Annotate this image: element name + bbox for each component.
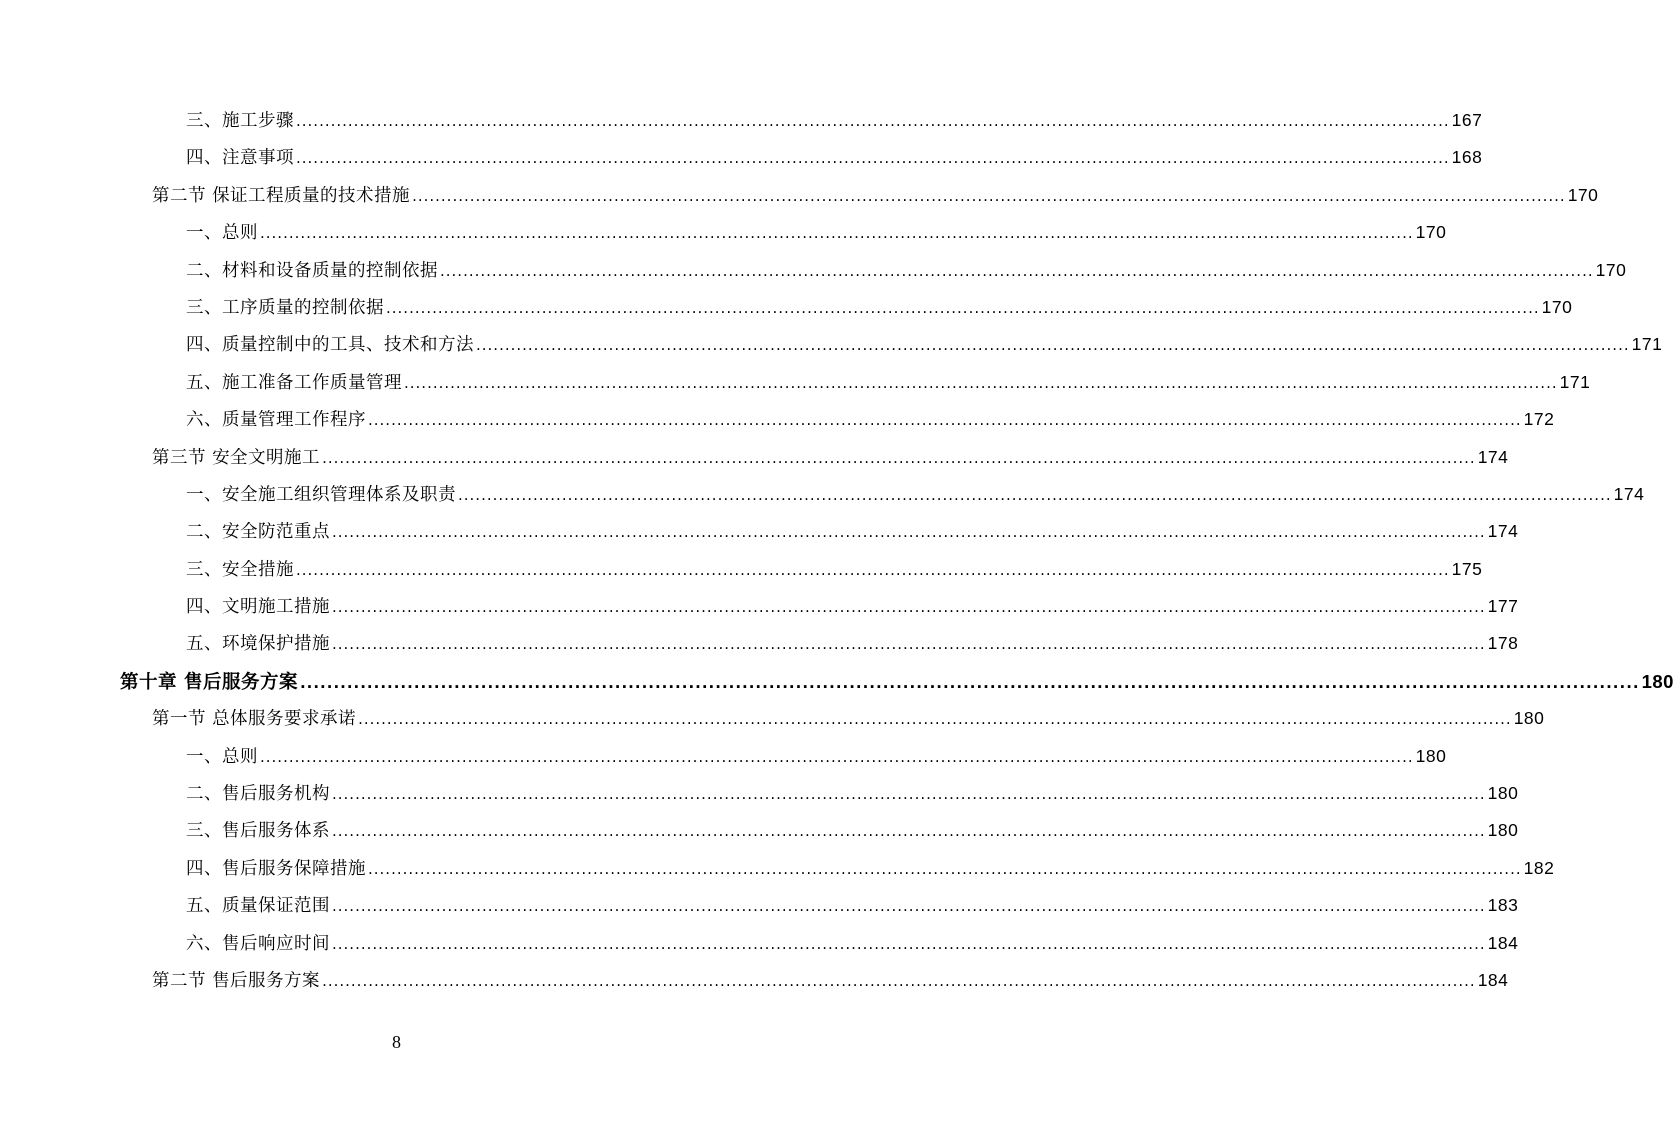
toc-entry[interactable] — [0, 213, 1447, 250]
toc-leader-dots: ........................................................................................................................................................................................................ — [332, 897, 1486, 916]
toc-entry-page: 175 — [1451, 558, 1483, 579]
toc-entry-page: 177 — [1487, 596, 1519, 617]
toc-entry-page: 184 — [1477, 969, 1509, 990]
toc-entry-title: 二、材料和设备质量的控制依据 — [186, 260, 438, 281]
toc-leader-dots: ........................................................................................................................................................................................................ — [260, 747, 1414, 766]
toc-leader-dots: ........................................................................................................................................................................................................ — [332, 598, 1486, 617]
toc-entry-title: 五、质量保证范围 — [186, 896, 330, 917]
toc-entry-title: 六、售后响应时间 — [186, 933, 330, 954]
toc-entry-page: 180 — [1415, 745, 1447, 766]
toc-entry-title: 一、总则 — [186, 746, 258, 767]
toc-entry[interactable] — [0, 849, 1555, 886]
toc-leader-dots: ........................................................................................................................................................................................................ — [299, 673, 1640, 692]
toc-entry-title: 第二节 保证工程质量的技术措施 — [152, 185, 411, 206]
toc-entry-page: 170 — [1567, 184, 1599, 205]
toc-entry-title: 第一节 总体服务要求承诺 — [152, 709, 357, 730]
toc-entry[interactable] — [0, 400, 1555, 437]
toc-entry-title: 二、售后服务机构 — [186, 784, 330, 805]
toc-entry-title: 三、工序质量的控制依据 — [186, 297, 384, 318]
toc-leader-dots: ........................................................................................................................................................................................................ — [368, 859, 1522, 878]
toc-leader-dots: ........................................................................................................................................................................................................ — [332, 635, 1486, 654]
toc-entry[interactable] — [0, 774, 1519, 811]
toc-entry[interactable] — [0, 886, 1519, 923]
toc-leader-dots: ........................................................................................................................................................................................................ — [260, 224, 1414, 243]
toc-entry-title: 一、安全施工组织管理体系及职责 — [186, 484, 456, 505]
toc-entry[interactable] — [0, 624, 1519, 661]
toc-entry-page: 172 — [1523, 409, 1555, 430]
toc-entry-page: 184 — [1487, 932, 1519, 953]
toc-leader-dots: ........................................................................................................................................................................................................ — [332, 785, 1486, 804]
toc-leader-dots: ........................................................................................................................................................................................................ — [296, 112, 1450, 130]
toc-entry-title: 第十章 售后服务方案 — [120, 671, 298, 693]
toc-entry-page: 180 — [1487, 820, 1519, 841]
toc-entry-title: 五、环境保护措施 — [186, 634, 330, 655]
toc-leader-dots: ........................................................................................................................................................................................................ — [386, 298, 1540, 317]
toc-entry[interactable] — [0, 438, 1509, 475]
toc-entry-title: 四、售后服务保障措施 — [186, 858, 366, 879]
toc-entry-title: 四、文明施工措施 — [186, 597, 330, 618]
table-of-contents — [0, 101, 1674, 998]
toc-entry-page: 174 — [1487, 521, 1519, 542]
toc-leader-dots: ........................................................................................................................................................................................................ — [368, 411, 1522, 430]
toc-entry[interactable] — [0, 288, 1573, 325]
toc-entry-page: 183 — [1487, 895, 1519, 916]
toc-entry[interactable] — [0, 325, 1663, 362]
toc-entry-page: 180 — [1641, 670, 1674, 692]
toc-chapter-entry[interactable] — [0, 662, 1674, 699]
toc-entry[interactable] — [0, 101, 1483, 138]
toc-entry[interactable] — [0, 512, 1519, 549]
toc-leader-dots: ........................................................................................................................................................................................................ — [332, 934, 1486, 953]
toc-entry[interactable] — [0, 924, 1519, 961]
toc-entry-page: 180 — [1487, 783, 1519, 804]
toc-entry[interactable] — [0, 176, 1599, 213]
toc-entry[interactable] — [0, 363, 1591, 400]
toc-entry-page: 174 — [1477, 446, 1509, 467]
toc-entry-page: 171 — [1559, 371, 1591, 392]
toc-entry[interactable] — [0, 811, 1519, 848]
toc-entry-title: 三、施工步骤 — [186, 111, 294, 131]
toc-entry-title: 四、质量控制中的工具、技术和方法 — [186, 335, 474, 356]
toc-entry[interactable] — [0, 475, 1645, 512]
toc-leader-dots: ........................................................................................................................................................................................................ — [358, 710, 1512, 729]
toc-leader-dots: ........................................................................................................................................................................................................ — [440, 261, 1594, 280]
page-number: 8 — [392, 1032, 401, 1052]
toc-entry[interactable] — [0, 587, 1519, 624]
toc-entry-title: 第三节 安全文明施工 — [152, 447, 321, 468]
toc-entry-page: 168 — [1451, 147, 1483, 168]
toc-leader-dots: ........................................................................................................................................................................................................ — [332, 523, 1486, 542]
toc-leader-dots: ........................................................................................................................................................................................................ — [322, 971, 1476, 990]
toc-entry-page: 167 — [1451, 110, 1483, 130]
toc-entry-title: 四、注意事项 — [186, 148, 294, 169]
toc-entry-title: 二、安全防范重点 — [186, 522, 330, 543]
toc-entry-page: 170 — [1595, 259, 1627, 280]
toc-leader-dots: ........................................................................................................................................................................................................ — [296, 149, 1450, 168]
toc-entry-title: 三、售后服务体系 — [186, 821, 330, 842]
toc-leader-dots: ........................................................................................................................................................................................................ — [332, 822, 1486, 841]
toc-leader-dots: ........................................................................................................................................................................................................ — [296, 560, 1450, 579]
toc-entry-page: 171 — [1631, 334, 1663, 355]
toc-entry[interactable] — [0, 550, 1483, 587]
toc-entry-page: 170 — [1415, 222, 1447, 243]
toc-entry[interactable] — [0, 699, 1545, 736]
toc-entry[interactable] — [0, 961, 1509, 998]
toc-entry-page: 178 — [1487, 633, 1519, 654]
toc-leader-dots: ........................................................................................................................................................................................................ — [322, 448, 1476, 467]
toc-entry-title: 五、施工准备工作质量管理 — [186, 372, 402, 393]
toc-entry-title: 一、总则 — [186, 223, 258, 244]
toc-entry-page: 170 — [1541, 296, 1573, 317]
toc-leader-dots: ........................................................................................................................................................................................................ — [458, 485, 1612, 504]
toc-entry-title: 六、质量管理工作程序 — [186, 410, 366, 431]
toc-leader-dots: ........................................................................................................................................................................................................ — [404, 373, 1558, 392]
toc-entry-page: 180 — [1513, 708, 1545, 729]
toc-entry-title: 三、安全措施 — [186, 559, 294, 580]
toc-entry[interactable] — [0, 251, 1627, 288]
toc-entry-page: 174 — [1613, 483, 1645, 504]
toc-entry[interactable] — [0, 737, 1447, 774]
toc-leader-dots: ........................................................................................................................................................................................................ — [476, 336, 1630, 355]
toc-entry-page: 182 — [1523, 857, 1555, 878]
toc-leader-dots: ........................................................................................................................................................................................................ — [412, 186, 1566, 205]
toc-entry-title: 第二节 售后服务方案 — [152, 970, 321, 991]
toc-entry[interactable] — [0, 138, 1483, 175]
